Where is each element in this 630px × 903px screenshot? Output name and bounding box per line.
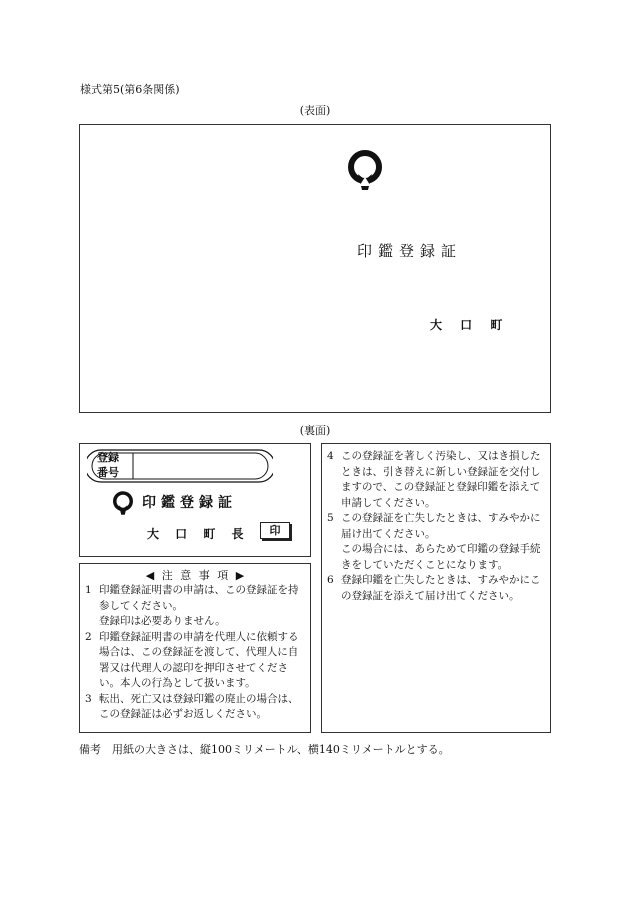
notes-heading: ◀ 注 意 事 項 ▶ bbox=[145, 569, 245, 582]
town-emblem-icon bbox=[113, 491, 133, 515]
seal-stamp-box: 印 bbox=[260, 522, 290, 539]
town-emblem-icon bbox=[348, 150, 382, 190]
back-mayor: 大 口 町 長 bbox=[147, 527, 244, 541]
notes-list-left bbox=[83, 583, 305, 723]
front-town-name: 大 口 町 bbox=[430, 318, 503, 332]
note-item: 6 登録印鑑を亡失したときは、すみやかにこの登録証を添えて届け出てください。 bbox=[327, 574, 541, 602]
notes-list-right bbox=[325, 449, 547, 604]
back-title: 印鑑登録証 bbox=[142, 495, 237, 511]
back-side-label: (裏面) bbox=[299, 424, 331, 437]
front-side-label: (表面) bbox=[299, 104, 331, 117]
note-item: 4 この登録証を著しく汚染し、又はき損したときは、引き替えに新しい登録証を交付しますので、この登録証と登録印鑑を添えて申請してください。 bbox=[327, 450, 541, 509]
note-item: 2 印鑑登録証明書の申請を代理人に依頼する場合は、この登録証を渡して、代理人に自署又は代理人の認印を押印させてください。本人の行為として扱います。 bbox=[85, 630, 299, 689]
form-label: 様式第5(第6条関係) bbox=[80, 83, 180, 96]
front-title: 印鑑登録証 bbox=[357, 242, 463, 260]
registration-number-label: 登録 番号 bbox=[97, 451, 119, 479]
front-card bbox=[79, 124, 551, 413]
remark-text: 備考 用紙の大きさは、縦100ミリメートル、横140ミリメートルとする。 bbox=[79, 743, 450, 756]
note-item: 1 印鑑登録証明書の申請は、この登録証を持参してください。 登録印は必要ありません。 bbox=[85, 584, 299, 627]
note-item: 3 転出、死亡又は登録印鑑の廃止の場合は、この登録証は必ずお返しください。 bbox=[85, 692, 299, 720]
note-item: 5 この登録証を亡失したときは、すみやかに届け出てください。 この場合には、あらためて印鑑の登録手続きをしていただくことになります。 bbox=[327, 512, 541, 571]
